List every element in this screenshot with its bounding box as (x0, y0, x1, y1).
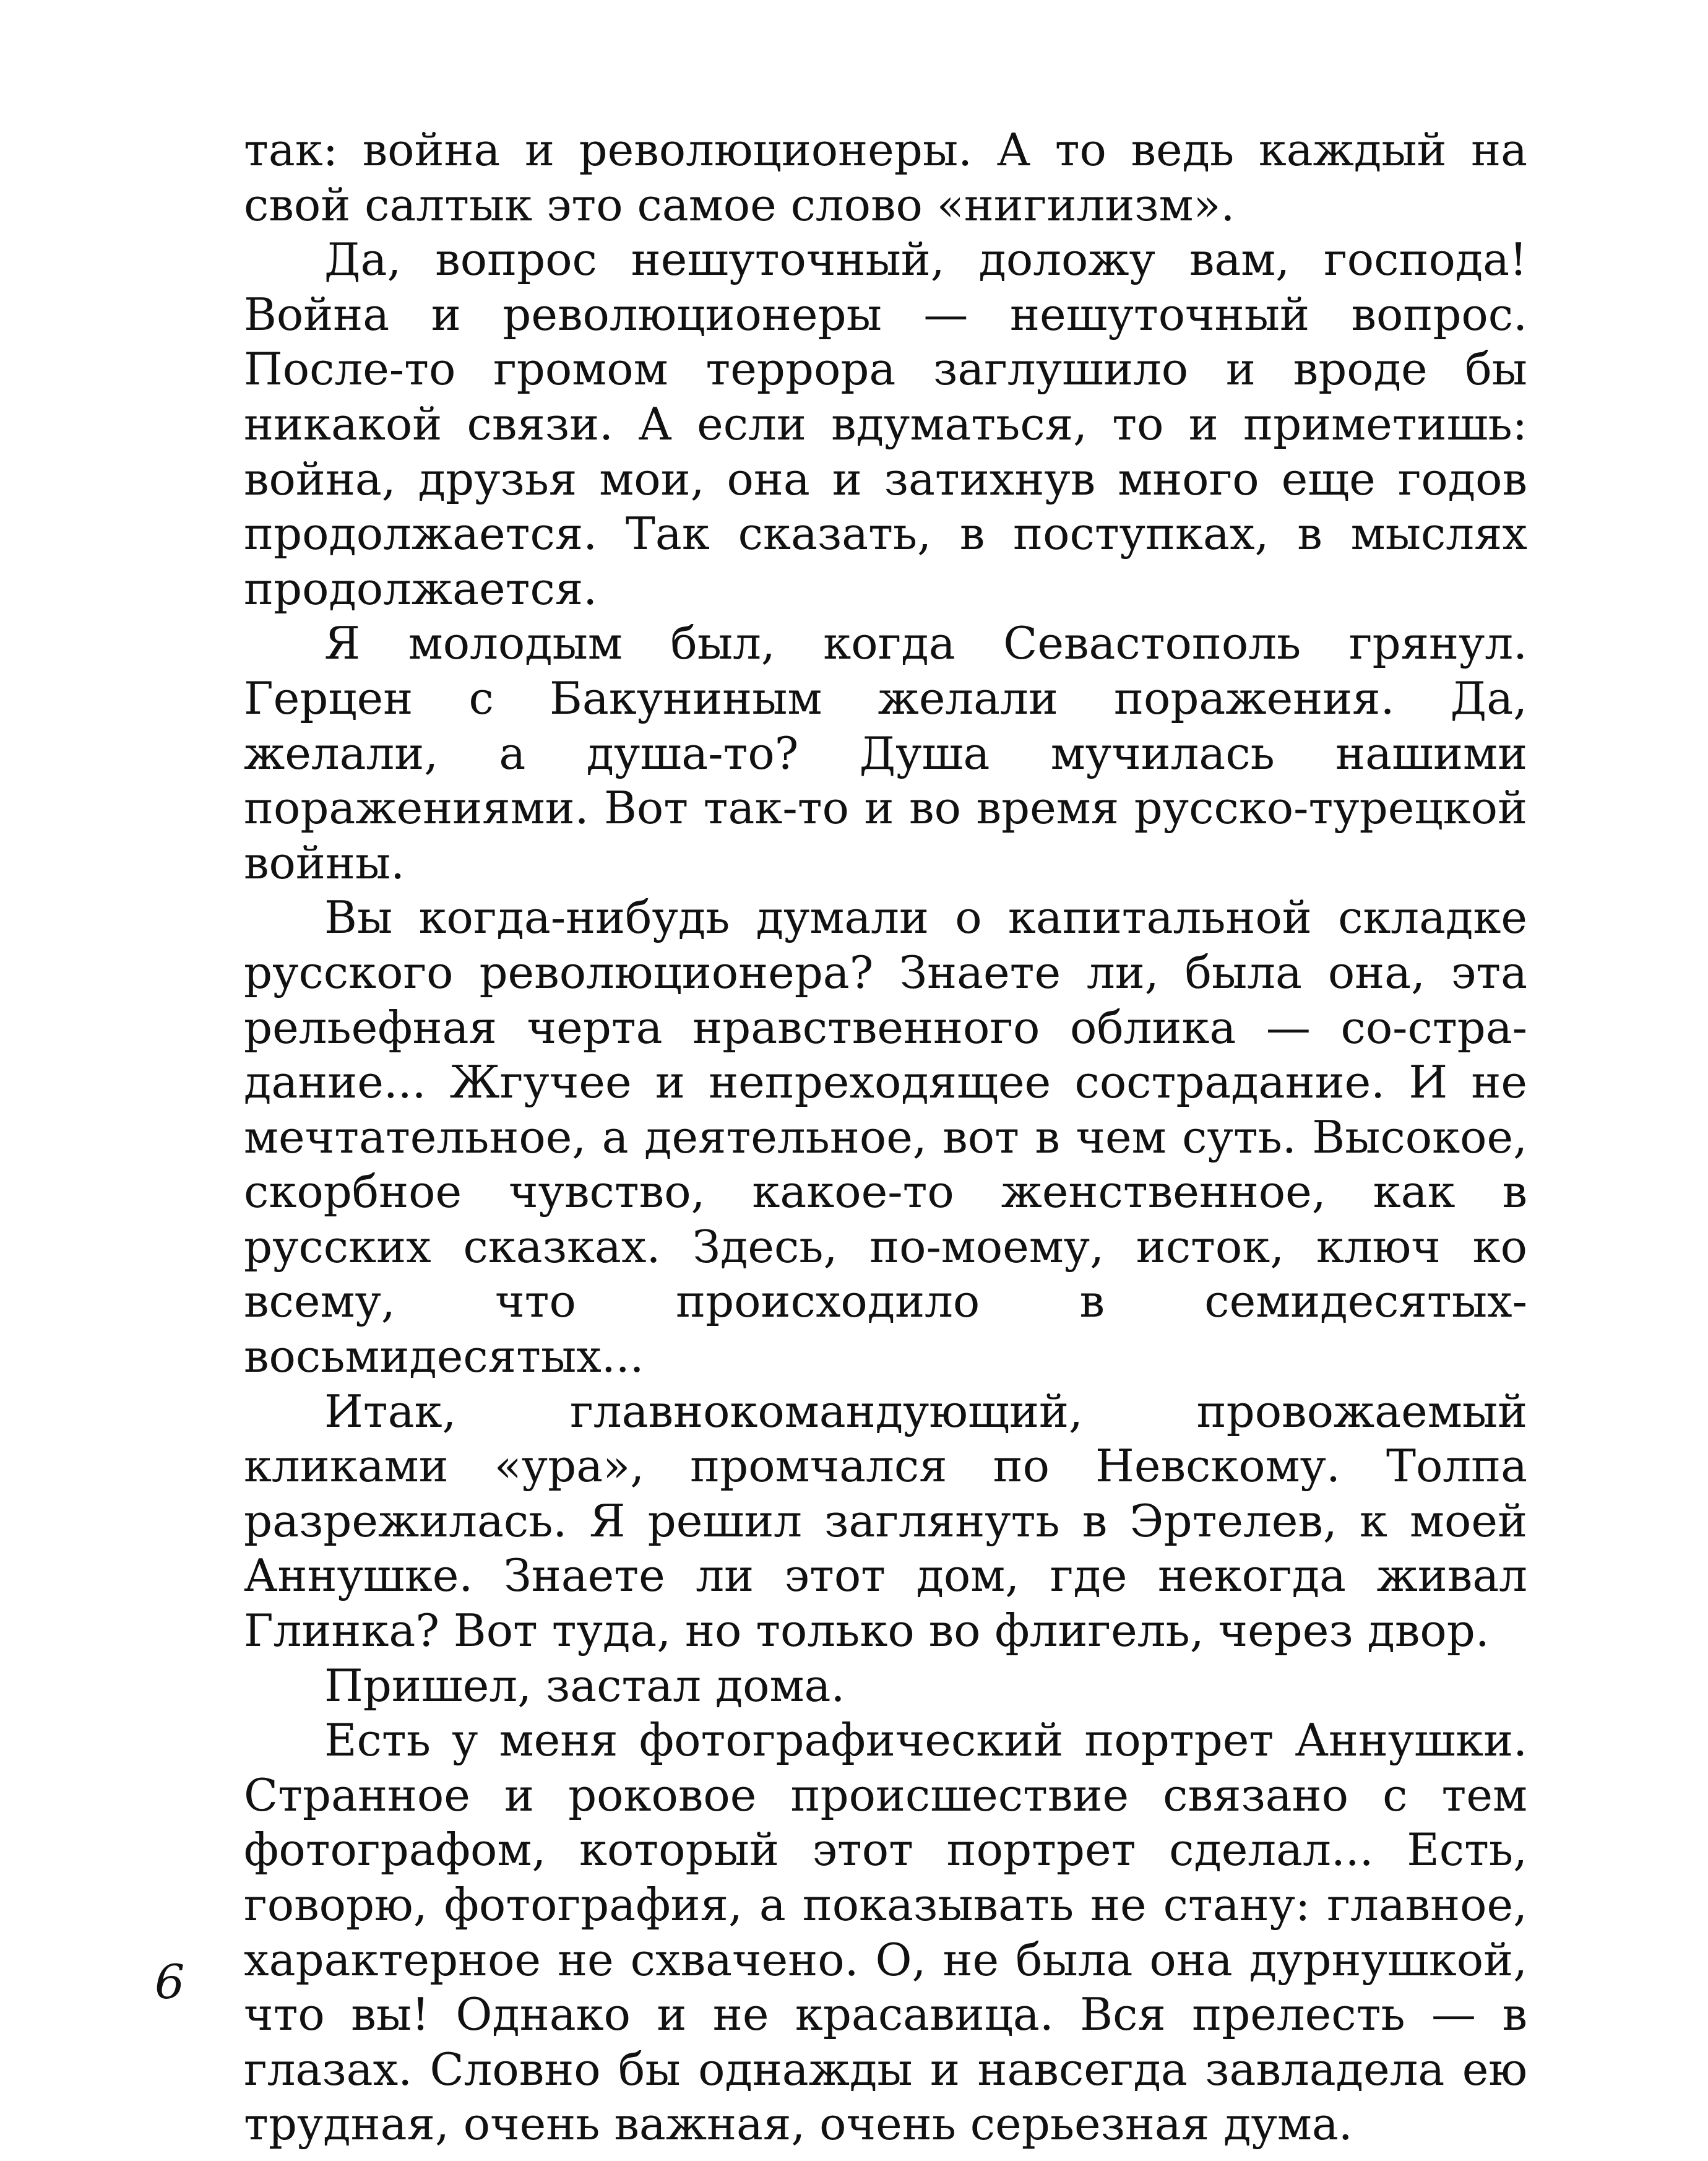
body-text (244, 123, 1527, 2152)
paragraph-5: Итак, главнокомандующий, провожаемый кликами «ура», промчался по Невскому. Толпа разрежилась. Я решил заглянуть в Эртелев, к моей Аннушке. Знаете ли этот дом, где некогда живал Глинка? Вот туда, но только во флигель, через двор. (244, 1385, 1527, 1657)
page-number: 6 (155, 1954, 185, 2009)
paragraph-7: Есть у меня фотографический портрет Аннушки. Странное и роковое происшествие связано с тем фотографом, который этот портрет сделал... Есть, говорю, фотография, а показывать не стану: главное, характерное не схвачено. О, не была она дурнушкой, что вы! Однако и не красавица. Вся прелесть — в глазах. Словно бы однажды и навсегда завладела ею трудная, очень важная, очень серьезная дума. (244, 1714, 1527, 2150)
paragraph-6: Пришел, застал дома. (324, 1659, 845, 1712)
paragraph-4: Вы когда-нибудь думали о капитальной складке русского революционера? Знаете ли, была она, эта рельефная черта нравственного облика — со-стра-дание... Жгучее и непреходящее сострадание. И не мечтательное, а деятельное, вот в чем суть. Высокое, скорбное чувство, какое-то женственное, как в русских сказках. Здесь, по-моему, исток, ключ ко всему, что происходило в семидесятых-восьмидесятых... (244, 891, 1527, 1383)
paragraph-3: Я молодым был, когда Севастополь грянул. Герцен с Бакуниным желали поражения. Да, желали, а душа-то? Душа мучилась нашими поражениями. Вот так-то и во время русско-турецкой войны. (244, 617, 1527, 889)
paragraph-1: так: война и революционеры. А то ведь каждый на свой салтык это самое слово «нигилизм». (244, 124, 1527, 231)
paragraph-2: Да, вопрос нешуточный, доложу вам, господа! Война и революционеры — нешуточный вопрос. После-то громом террора заглушило и вроде бы никакой связи. А если вдуматься, то и приметишь: война, друзья мои, она и затихнув много еще годов продолжается. Так сказать, в поступках, в мыслях продолжается. (244, 233, 1527, 615)
